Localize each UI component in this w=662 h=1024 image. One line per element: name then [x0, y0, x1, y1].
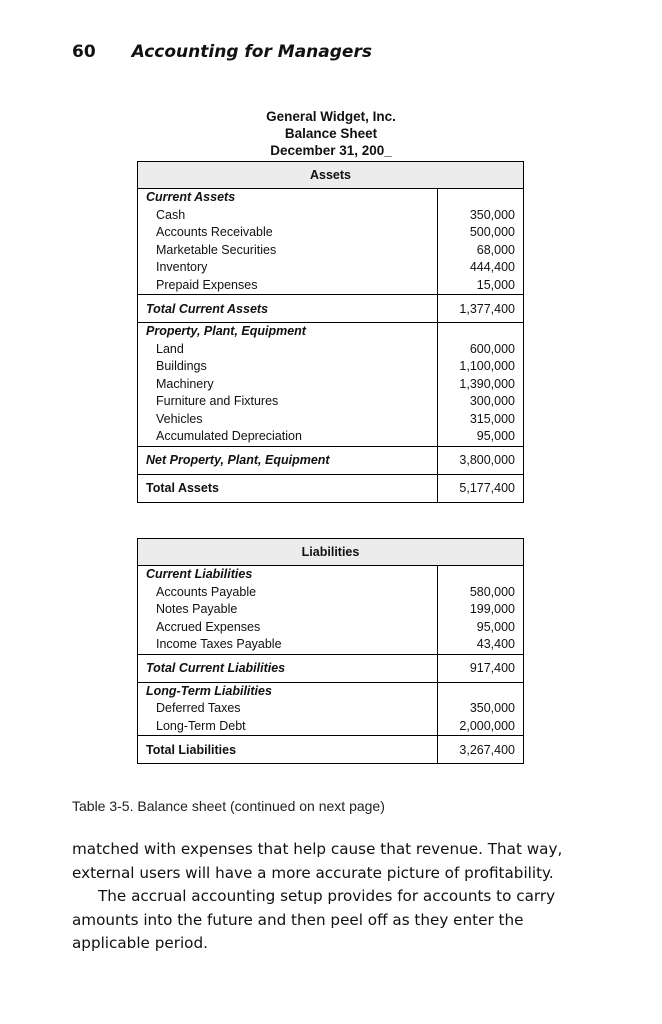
line-item-label: Long-Term Debt	[156, 718, 246, 733]
company-name: General Widget, Inc.	[266, 109, 396, 124]
line-item-amount: 15,000	[476, 277, 515, 292]
section-title: Current Assets	[146, 190, 236, 204]
line-item-amount: 1,390,000	[459, 376, 515, 391]
table-caption: Table 3-5. Balance sheet (continued on next page)	[72, 798, 385, 814]
line-item-amount: 600,000	[469, 341, 515, 356]
line-item-label: Accrued Expenses	[156, 619, 261, 634]
paragraph: The accrual accounting setup provides for accounts to carry amounts into the future and then peel off as they enter the applicable period.	[72, 887, 556, 952]
total-label: Total Current Assets	[138, 295, 438, 323]
line-item-amount: 444,400	[469, 260, 515, 274]
book-title: Accounting for Managers	[131, 42, 372, 62]
total-label: Total Liabilities	[138, 736, 438, 764]
line-item-label: Accounts Payable	[156, 584, 257, 599]
statement-date: December 31, 200_	[270, 143, 392, 158]
line-item-amount: 43,400	[476, 637, 515, 651]
total-label: Total Current Liabilities	[138, 654, 438, 682]
running-head	[72, 42, 372, 62]
assets-header-row	[138, 162, 524, 189]
statement-title: Balance Sheet	[284, 126, 378, 141]
line-item-label: Furniture and Fixtures	[156, 394, 279, 408]
line-item-amount: 350,000	[469, 701, 515, 715]
line-item-amount: 1,100,000	[459, 359, 515, 373]
paragraph: matched with expenses that help cause that revenue. That way, external users will have a more accurate picture of profitability.	[72, 840, 563, 882]
line-item-amount: 199,000	[469, 602, 515, 616]
line-item-label: Accumulated Depreciation	[156, 429, 302, 443]
liabilities-table	[137, 538, 524, 764]
line-item-label: Buildings	[156, 359, 207, 373]
line-item-label: Vehicles	[156, 411, 203, 426]
net-ppe-row	[138, 446, 524, 474]
statement-heading	[0, 108, 662, 159]
line-item-label: Land	[156, 341, 184, 356]
body-text	[72, 838, 592, 956]
line-item-amount: 2,000,000	[459, 718, 515, 733]
total-amount: 3,267,400	[438, 736, 524, 764]
total-amount: 5,177,400	[438, 474, 524, 502]
line-item-label: Cash	[156, 207, 186, 222]
page-number: 60	[72, 42, 96, 62]
line-item-label: Deferred Taxes	[156, 701, 241, 715]
total-current-liabilities-row	[138, 654, 524, 682]
line-item-amount: 315,000	[469, 411, 515, 426]
line-item-label: Accounts Receivable	[156, 225, 273, 239]
line-item-label: Income Taxes Payable	[156, 637, 282, 651]
line-item-label: Machinery	[156, 376, 214, 391]
liabilities-header-row	[138, 539, 524, 566]
line-item-amount: 580,000	[469, 584, 515, 599]
line-item-amount: 95,000	[476, 429, 515, 443]
line-item-amount: 500,000	[469, 225, 515, 239]
total-amount: 917,400	[438, 654, 524, 682]
assets-header: Assets	[138, 162, 524, 189]
ppe-group	[138, 323, 524, 447]
line-item-amount: 300,000	[469, 394, 515, 408]
total-liabilities-row	[138, 736, 524, 764]
section-title: Long-Term Liabilities	[146, 683, 272, 698]
assets-table	[137, 161, 524, 503]
section-title: Property, Plant, Equipment	[146, 324, 306, 338]
total-current-assets-row	[138, 295, 524, 323]
total-label: Total Assets	[138, 474, 438, 502]
line-item-amount: 68,000	[476, 242, 515, 257]
current-assets-group	[138, 189, 524, 295]
line-item-label: Marketable Securities	[156, 242, 277, 257]
line-item-amount: 350,000	[469, 207, 515, 222]
section-title: Current Liabilities	[146, 567, 253, 581]
current-liabilities-group	[138, 566, 524, 655]
long-term-liabilities-group	[138, 682, 524, 736]
total-label: Net Property, Plant, Equipment	[138, 446, 438, 474]
line-item-label: Prepaid Expenses	[156, 277, 258, 292]
total-amount: 1,377,400	[438, 295, 524, 323]
line-item-label: Inventory	[156, 260, 208, 274]
total-amount: 3,800,000	[438, 446, 524, 474]
line-item-label: Notes Payable	[156, 602, 238, 616]
liabilities-header: Liabilities	[138, 539, 524, 566]
line-item-amount: 95,000	[476, 619, 515, 634]
total-assets-row	[138, 474, 524, 502]
